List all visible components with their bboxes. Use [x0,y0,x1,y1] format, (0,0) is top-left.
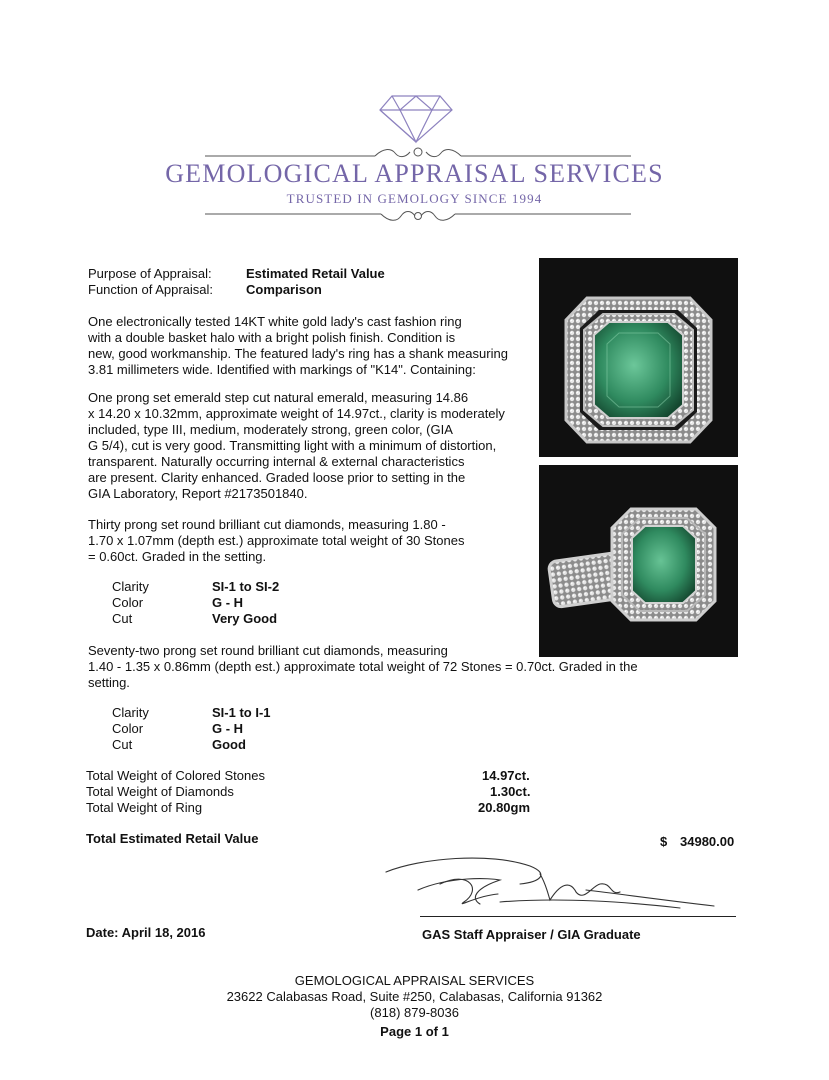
ring-top-view-image [539,258,738,457]
function-label: Function of Appraisal: [88,282,214,297]
total-diamonds-value: 1.30ct. [490,784,531,799]
total-colored-value: 14.97ct. [482,768,530,783]
cut-label: Cut [112,737,133,752]
appraiser-title: GAS Staff Appraiser / GIA Graduate [422,927,641,942]
ornament-bottom [205,206,631,222]
footer-address: 23622 Calabasas Road, Suite #250, Calabasas, California 91362 [226,989,603,1004]
function-value: Comparison [246,282,322,297]
cut-value: Very Good [212,611,278,626]
diamonds1-line: = 0.60ct. Graded in the setting. [88,549,267,564]
page-number: Page 1 of 1 [380,1024,449,1039]
emerald-description [88,390,505,502]
diamonds2-line: Seventy-two prong set round brilliant cut diamonds, measuring [88,643,448,658]
color-value: G - H [212,595,244,610]
color-value: G - H [212,721,244,736]
purpose-label: Purpose of Appraisal: [88,266,212,281]
clarity-value: SI-1 to SI-2 [212,579,280,594]
signature-line [420,916,736,917]
total-ring-value: 20.80gm [478,800,531,815]
ring-photo-angle [539,465,738,657]
appraisal-date: Date: April 18, 2016 [86,925,206,940]
ring-line: new, good workmanship. The featured lady's ring has a shank measuring [88,346,508,361]
color-label: Color [112,595,144,610]
diamonds2-line: setting. [88,675,130,690]
emerald-line: included, type III, medium, moderately strong, green color, (GIA [88,422,453,437]
footer-company: GEMOLOGICAL APPRAISAL SERVICES [294,973,535,988]
emerald-line: x 14.20 x 10.32mm, approximate weight of 14.97ct., clarity is moderately [88,406,505,421]
ring-description [88,314,508,378]
ring-line: with a double basket halo with a bright polish finish. Condition is [88,330,456,345]
retail-value-label: Total Estimated Retail Value [86,831,259,846]
total-diamonds-label: Total Weight of Diamonds [86,784,234,799]
diamonds2-line: 1.40 - 1.35 x 0.86mm (depth est.) approximate total weight of 72 Stones = 0.70ct. Graded in the [88,659,638,674]
ring-angle-view-image [539,465,738,657]
retail-currency: $ [660,834,668,849]
clarity-value: SI-1 to I-1 [212,705,271,720]
diamonds1-line: 1.70 x 1.07mm (depth est.) approximate total weight of 30 Stones [88,533,465,548]
purpose-value: Estimated Retail Value [246,266,385,281]
color-label: Color [112,721,144,736]
diamonds2-grades [112,705,312,753]
clarity-label: Clarity [112,705,149,720]
emerald-line: are present. Clarity enhanced. Graded loose prior to setting in the [88,470,466,485]
emerald-line: G 5/4), cut is very good. Transmitting light with a minimum of distortion, [88,438,497,453]
total-ring-label: Total Weight of Ring [86,800,203,815]
retail-value: 34980.00 [680,834,735,849]
ring-photo-top [539,258,738,457]
emerald-line: One prong set emerald step cut natural emerald, measuring 14.86 [88,390,469,405]
ring-line: 3.81 millimeters wide. Identified with markings of "K14". Containing: [88,362,476,377]
diamonds1-line: Thirty prong set round brilliant cut diamonds, measuring 1.80 - [88,517,446,532]
total-colored-label: Total Weight of Colored Stones [86,768,265,783]
appraiser-signature [380,850,725,912]
clarity-label: Clarity [112,579,149,594]
footer-phone: (818) 879-8036 [370,1005,459,1020]
company-tagline: TRUSTED IN GEMOLOGY SINCE 1994 [286,191,543,206]
ornament-top [205,146,631,160]
diamonds1-grades [112,579,312,627]
ring-line: One electronically tested 14KT white gold lady's cast fashion ring [88,314,462,329]
emerald-line: transparent. Naturally occurring internal & external characteristics [88,454,465,469]
cut-label: Cut [112,611,133,626]
header [0,0,829,230]
cut-value: Good [212,737,246,752]
company-name: GEMOLOGICAL APPRAISAL SERVICES [165,159,664,188]
diamond-icon [378,94,454,144]
emerald-line: GIA Laboratory, Report #2173501840. [88,486,308,501]
diamonds1-description [88,517,465,565]
